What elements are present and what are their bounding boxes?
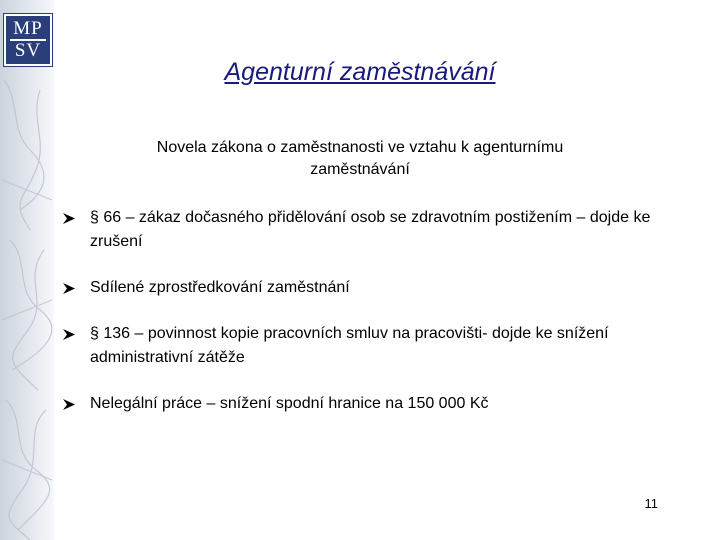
logo-line-1: MP (13, 18, 43, 39)
logo-line-2: SV (14, 40, 42, 61)
page-number: 11 (644, 496, 658, 511)
arrow-bullet-icon (62, 328, 76, 341)
bullet-item (62, 392, 662, 416)
bullet-text: Nelegální práce – snížení spodní hranice na 150 000 Kč (90, 395, 489, 412)
bullet-item (62, 322, 662, 370)
arrow-bullet-icon (62, 282, 76, 295)
bullet-text: § 136 – povinnost kopie pracovních smluv na pracovišti- dojde ke snížení administrativní zátěže (90, 325, 609, 366)
decorative-side-band (0, 0, 54, 540)
slide-subtitle: Novela zákona o zaměstnanosti ve vztahu k agenturnímu zaměstnávání (156, 139, 564, 178)
bullet-text: § 66 – zákaz dočasného přidělování osob se zdravotním postižením – dojde ke zrušení (90, 209, 651, 250)
mpsv-logo (4, 14, 52, 66)
bullet-item (62, 276, 662, 300)
bullet-list (62, 206, 662, 416)
band-pattern (0, 0, 54, 540)
bullet-text: Sdílené zprostředkování zaměstnání (90, 279, 350, 296)
bullet-item (62, 206, 662, 254)
arrow-bullet-icon (62, 398, 76, 411)
slide-title: Agenturní zaměstnávání (224, 58, 496, 86)
arrow-bullet-icon (62, 212, 76, 225)
